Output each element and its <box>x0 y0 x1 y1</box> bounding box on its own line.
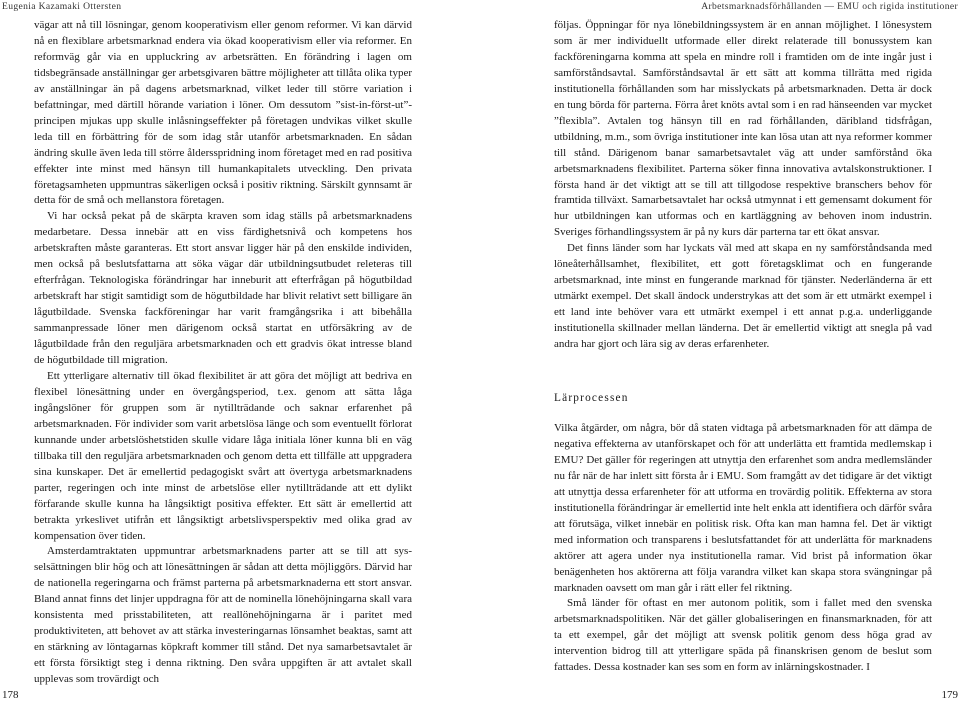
running-header-title: Arbetsmarknadsförhållanden — EMU och rigida institutioner <box>701 1 958 12</box>
section-heading: Lärprocessen <box>554 392 629 405</box>
paragraph: Amsterdamtraktaten uppmuntrar arbetsmarknadens parter att se till att sysselsättningen blir hög och att lönesättningen är sådan att detta möjliggörs. Därvid har de nationella regeringarna och främst parterna på arbetsmarknaderna ett stort ansvar. Bland annat finns det linjer uppdragna för att de nominella lönehöjningarna skall vara konsistenta med prisstabiliteten, att reallönehöjningarna är i paritet med produktiviteten, att behovet av att stärka investeringarnas lönsamhet beaktas, samt att en stärkning av löntagarnas köpkraft kommer till stånd. Det nya samarbetsavtalet är ett första försiktigt steg i denna riktning. Den svåra uppgiften är att avtalet skall upplevas som trovärdigt och <box>34 545 412 686</box>
left-text-column <box>34 18 412 688</box>
page-number: 178 <box>2 689 19 701</box>
paragraph: Det finns länder som har lyckats väl med att skapa en ny samförståndsanda med löneåterhållsamhet, flexibilitet, ett gott företagsklimat och en fungerande arbetsmarknad, inte minst en fungerande marknad för tjänster. Nederländerna är ett utmärkt exempel. Det skall ändock understrykas att det som är ett utmärkt exempel i ett land inte behöver vara ett utmärkt exempel i ett annat p.g.a. underliggande institutionella skillnader mellan länderna. Det är emellertid viktigt att snegla på vad andra har gjort och lära sig av deras erfarenheter. <box>554 242 932 351</box>
right-text-column <box>554 18 932 676</box>
running-header-author: Eugenia Kazamaki Ottersten <box>2 1 122 12</box>
paragraph: Vilka åtgärder, om några, bör då staten vidtaga på arbetsmarknaden för att dämpa de negativa effekterna av utanförskapet och för att underlätta ett framtida medlemskap i EMU? Det gäller för regeringen att utnyttja den erfarenhet som andra medlemsländer nu får när de har inlett sitt första år i EMU. Som framgått av det tidigare är det viktigt att utnyttja dessa erfarenheter för att utforma en trovärdig politik. Effekterna av stora institutionella förändringar är emellertid inte helt enkla att identifiera och därför svåra att förutsäga, vilket innebär en politisk risk. Ofta kan man hamna fel. Det är viktigt med information och transparens i beslutsfattandet för att underlätta för marknadens aktörer att agera under nya institutionella ramar. Vid brist på information ökar benägenheten hos aktörerna att följa varandra vilket kan skapa stora svängningar på marknaden oavsett om man går i rätt eller fel riktning. <box>554 421 932 594</box>
paragraph: följas. Öppningar för nya lönebildningssystem är en annan möjlighet. I lönesystem som är mer individuellt utformade eller direkt relaterade till bonussystem kan fackföreningarna komma att spela en mindre roll i framtiden om de inte ingår just i samförståndsavtal. Samförståndsavtal är ett sätt att komma tillrätta med rigida institutionella förhållanden som har misslyckats på arbetsmarknaden. Detta är dock en tung börda för parterna. Förra året knöts avtal som i en rad hänseenden var mycket ”flexibla”. Avtalen tog hänsyn till en rad förhållanden, däribland tidsfrågan, utbildning, m.m., som övriga institutioner inte kan lösa utan att nya reformer kommer till stånd. Därigenom banar samarbetsavtalet väg att under samförstånd öka arbetsmarknadens flexibilitet. Parterna söker finna innovativa avtalskonstruktioner. I första hand är det viktigt att se till att tillgodose respektive branschers behov för framtida tillväxt. Samarbetsavtalet har också utmynnat i ett gemensamt dokument för hur utbildningen kan utformas och en kartläggning av behoven inom industrin. Sveriges förhandlingssystem är på ny kurs där parterna tar ett ökat ansvar. <box>554 19 932 239</box>
paragraph: Vi har också pekat på de skärpta kraven som idag ställs på arbetsmarknadens medarbetare. Dessa innebär att en viss färdighetsnivå och kompetens hos arbetskraften måste garanteras. Ett stort ansvar ligger här på den enskilde individen, men också på beslutsfattarna att söka vägar där utbildningsutbudet releteras till efterfrågan. Teknologiska förändringar har inneburit att efterfrågan på högutbildad arbetskraft har stigit samtidigt som de högutbildade har blivit relativt sett billigare än lågutbildade. Svenska fackföreningar har varit framgångsrika i att bibehålla sammanpressade löner men därigenom också startat en utförsäkring av de lågutbildade från den reguljära arbetsmarknaden och ett gradvis ökat intresse bland de högutbildade till migration. <box>34 210 412 367</box>
page-number: 179 <box>941 689 958 701</box>
paragraph: Små länder för oftast en mer autonom politik, som i fallet med den svenska arbetsmarknadspolitiken. När det gäller globaliseringen en finansmarknaden, för att ta ett exempel, går det möjligt att svensk politik genom dess höga grad av intervention bidrog till att ytterligare späda på finanskrisen genom de beslut som fattades. Dessa kostnader kan ses som en form av inlärningskostnader. I <box>554 597 932 674</box>
paragraph: vägar att nå till lösningar, genom kooperativism eller genom reformer. Vi kan därvid nå en flexiblare arbetsmarknad endera via ökad kooperativism eller via reformer. En reformväg går via en uppluckring av arbetsrätten. En förändring i lagen om tidsbegränsade anställningar ger arbetsgivaren bättre möjligheter att tillåta olika typer av anställningar än på dagens arbetsmarknad, vilket leder till större variation i befattningar, med därtill hörande variation i löner. Om dessutom ”sist-in-först-ut”-principen mjukas upp skulle inlåsningseffekter på företagen undvikas vilket skulle leda till en förbättring för de som idag står utanför arbetsmarknaden. En sådan ändring skulle även leda till större åldersspridning inom företaget med en rad positiva effekter inte minst med hänsyn till humankapitalets utveckling. Den privata företagsamheten uppmuntras säkerligen också i positiv riktning. Särskilt gynnsamt är detta för de små och mellanstora företagen. <box>34 19 412 207</box>
paragraph: Ett ytterligare alternativ till ökad flexibilitet är att göra det möjligt att bedriva en flexibel lönesättning under en övergångsperiod, t.ex. genom att sätta låga ingångslöner för gruppen som är nytillträdande och saknar erfarenhet på arbetsmarknaden. För individer som varit arbetslösa länge och som eventuellt förlorat kunnande under arbetslöshetstiden skulle vidare låga initiala löner kunna bli en väg tillbaka till den reguljära arbetsmarknaden och genom detta ett tillfälle att uppgradera sina kunskaper. Det är emellertid pedagogiskt svårt att övertyga arbetsmarknadens parter, regeringen och inte minst de arbetslöse eller nytillträdande att ett dylikt förfarande skulle kunna ha långsiktigt positiva effekter. Ett sätt är emellertid att betrakta yrkeslivet utifrån ett långsiktigt arbetslivsperspektiv med olika grad av kompensation över tiden. <box>34 369 412 542</box>
right-page <box>480 0 960 703</box>
